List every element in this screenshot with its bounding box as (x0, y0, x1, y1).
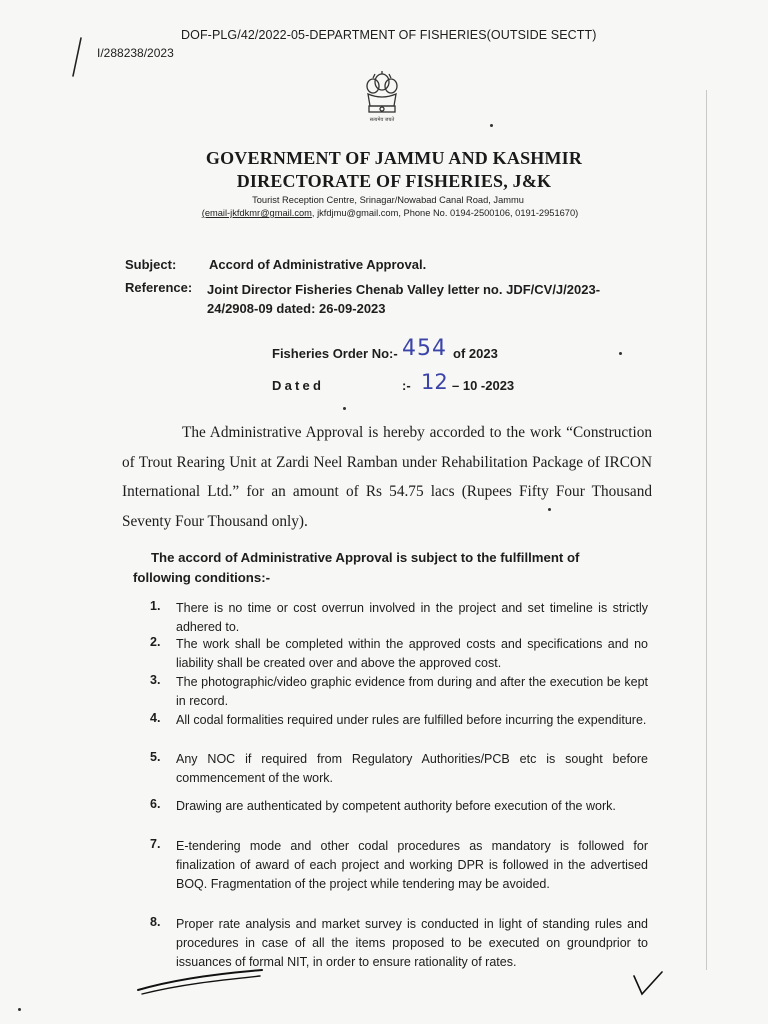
conditions-intro (133, 548, 653, 588)
government-title: GOVERNMENT OF JAMMU AND KASHMIR (205, 148, 583, 168)
condition-number: 6. (150, 797, 161, 811)
initials-mark (628, 962, 668, 1002)
scan-speck (548, 508, 551, 511)
condition-text: There is no time or cost overrun involved in the project and set timeline is strictly adhered to. (176, 601, 648, 634)
reference-line-1: Joint Director Fisheries Chenab Valley letter no. JDF/CV/J/2023- (207, 282, 601, 297)
dated-month-year: – 10 -2023 (452, 378, 515, 393)
scan-speck (490, 124, 493, 127)
margin-pen-stroke (70, 36, 84, 78)
contact-details: , jkfdjmu@gmail.com, Phone No. 0194-2500106, 0191-2951670) (311, 208, 579, 218)
condition-text: Proper rate analysis and market survey is conducted in light of standing rules and procedures in case of all the items proposed to be executed on groundprior to issuances of formal NIT, in order to ensure rationality of rates. (176, 917, 648, 969)
scan-speck (343, 407, 346, 410)
subject-text: Accord of Administrative Approval. (209, 257, 427, 272)
condition-text: Any NOC if required from Regulatory Authorities/PCB etc is sought before commencement of the work. (176, 752, 648, 785)
directorate-title: DIRECTORATE OF FISHERIES, J&K (236, 171, 552, 191)
dated-day-handwritten: 12 (421, 370, 448, 394)
order-number-handwritten: 454 (402, 336, 447, 361)
national-emblem-icon (359, 70, 405, 124)
condition-text: The work shall be completed within the approved costs and specifications and no liability shall be created over and above the approved cost. (176, 637, 648, 670)
scan-speck (619, 352, 622, 355)
file-number: I/288238/2023 (97, 46, 174, 60)
approval-paragraph-text: The Administrative Approval is hereby accorded to the work “Construction of Trout Rearing Unit at Zardi Neel Ramban under Rehabilitation Package of IRCON International Ltd.” for an amount of Rs 54.75 lacs (Rupees Fifty Four Thousand Seventy Four Thousand only). (122, 424, 652, 530)
condition-number: 8. (150, 915, 161, 929)
scan-edge-line (706, 90, 707, 970)
condition-text: All codal formalities required under rules are fulfilled before incurring the expenditure. (176, 713, 647, 727)
condition-number: 7. (150, 837, 161, 851)
order-year: of 2023 (453, 346, 498, 361)
condition-text: Drawing are authenticated by competent authority before execution of the work. (176, 799, 616, 813)
dated-label: Dated (272, 378, 325, 393)
condition-number: 1. (150, 599, 161, 613)
file-reference: DOF-PLG/42/2022-05-DEPARTMENT OF FISHERIES(OUTSIDE SECTT) (181, 28, 597, 42)
dated-separator: :- (402, 378, 411, 393)
subject-label: Subject: (125, 257, 177, 272)
conditions-intro-line-1: The accord of Administrative Approval is subject to the fulfillment of (151, 550, 580, 565)
directorate-address: Tourist Reception Centre, Srinagar/Nowabad Canal Road, Jammu (252, 195, 524, 205)
approval-paragraph (122, 418, 652, 536)
reference-text (207, 280, 647, 318)
condition-number: 2. (150, 635, 161, 649)
signature-stroke (132, 960, 272, 1000)
reference-label: Reference: (125, 280, 193, 295)
condition-number: 5. (150, 750, 161, 764)
conditions-intro-line-2: following conditions:- (133, 570, 270, 585)
condition-text: The photographic/video graphic evidence from during and after the execution be kept in record. (176, 675, 648, 708)
scan-speck (18, 1008, 21, 1011)
emblem-motto: सत्यमेव जयते (369, 117, 395, 123)
email-link: (email-jkfdkmr@gmail.com (201, 208, 312, 218)
condition-number: 4. (150, 711, 161, 725)
reference-line-2: 24/2908-09 dated: 26-09-2023 (207, 301, 386, 316)
order-number-label: Fisheries Order No:- (272, 346, 398, 361)
directorate-contact (6, 208, 768, 218)
condition-number: 3. (150, 673, 161, 687)
condition-text: E-tendering mode and other codal procedures as mandatory is followed for finalization of award of each project and working DPR is followed in the advertised BOQ. Fragmentation of the project while tendering may be avoided. (176, 839, 648, 891)
